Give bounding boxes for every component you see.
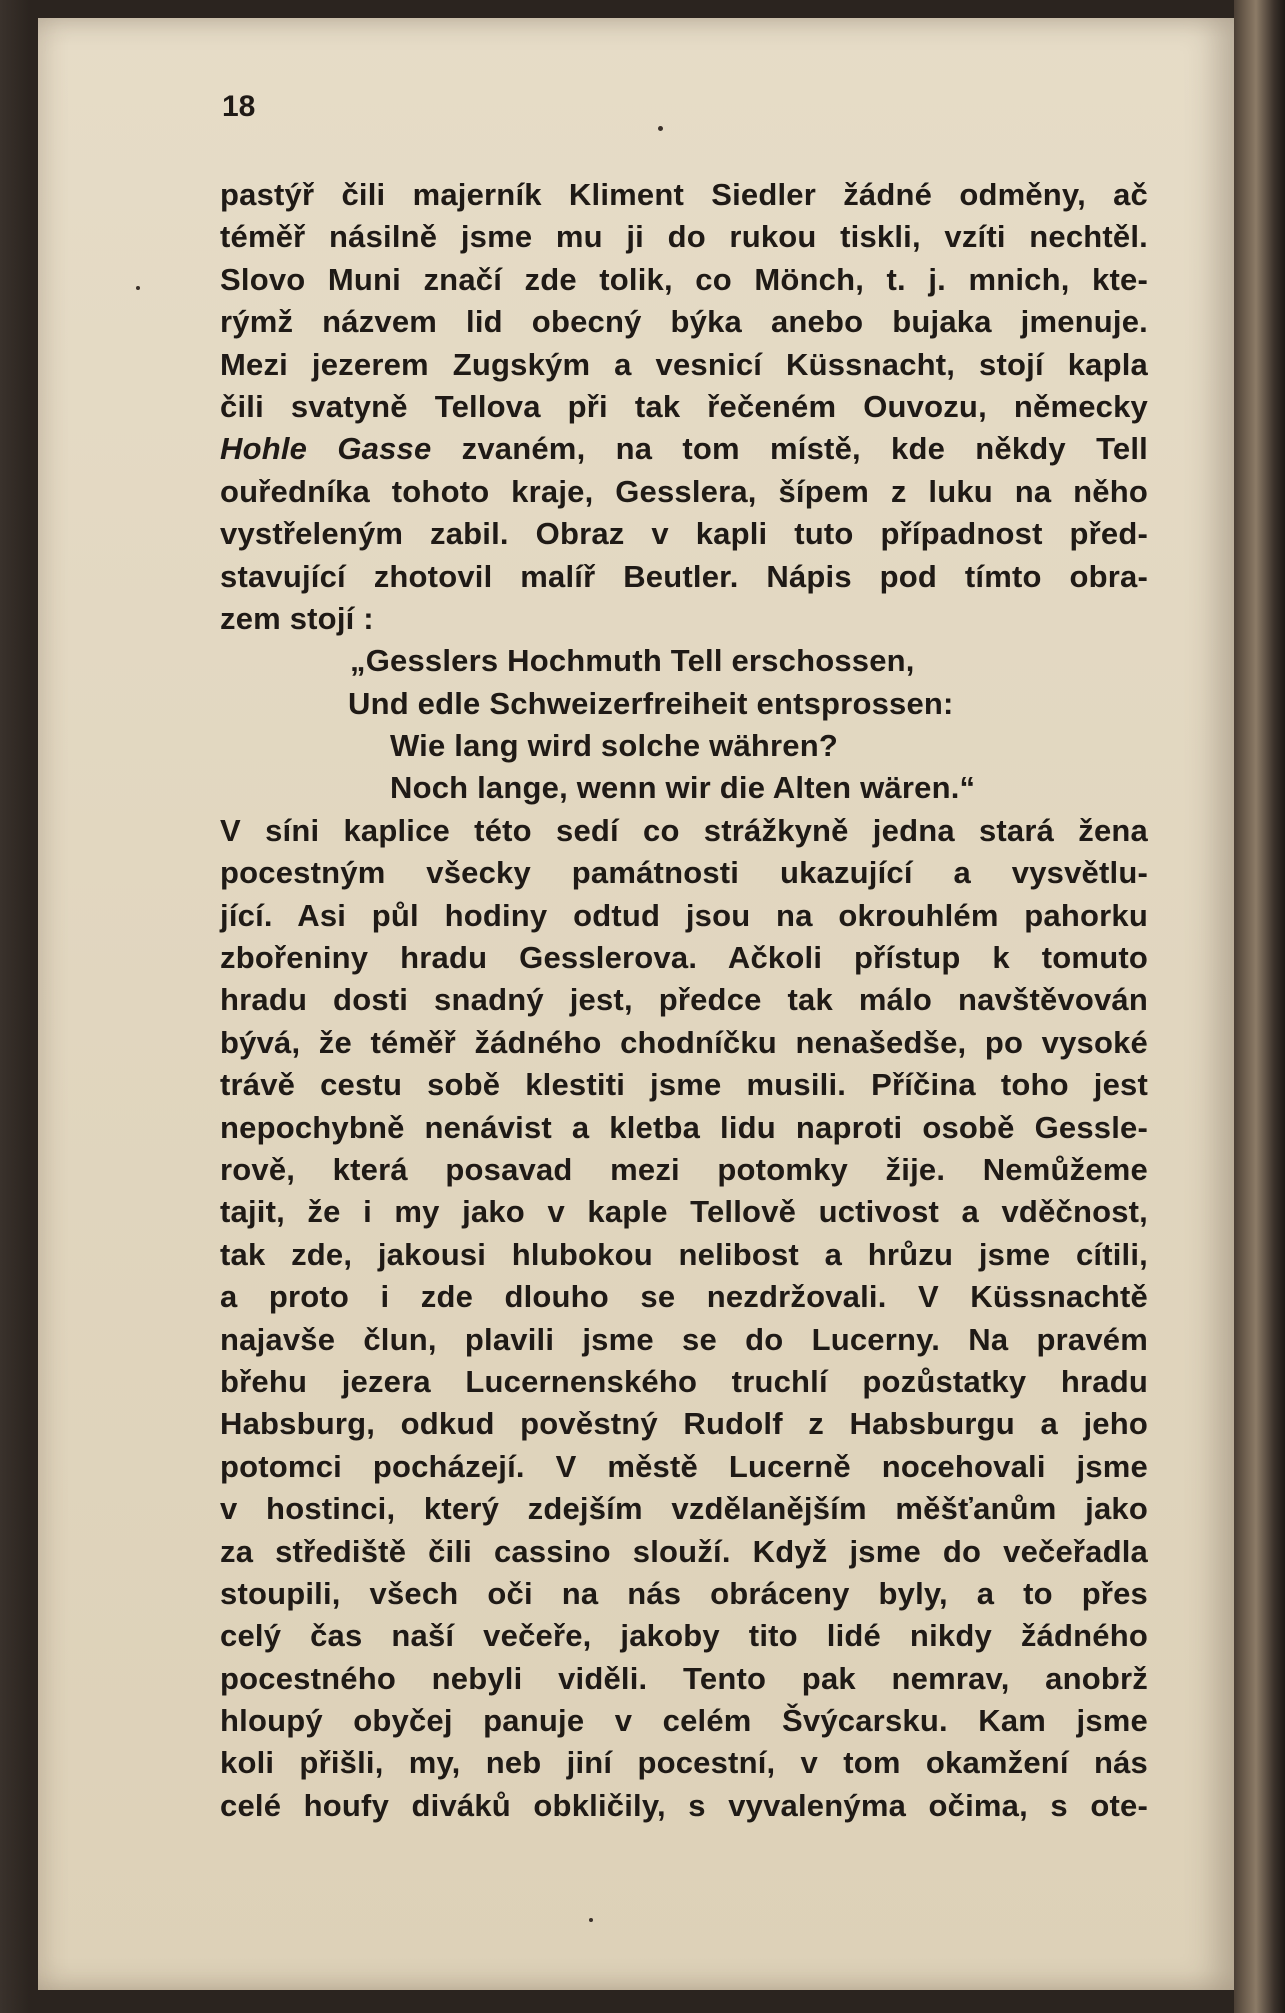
text-line: pocestného nebyli viděli. Tento pak nemrav, anobrž (220, 1660, 1148, 1696)
text-line: vystřeleným zabil. Obraz v kapli tuto případnost před- (220, 516, 1148, 552)
ink-speck (136, 286, 140, 290)
poem-line: Wie lang wird solche währen? (390, 728, 839, 764)
text-line: Mezi jezerem Zugským a vesnicí Küssnacht, stojí kapla (220, 346, 1148, 382)
text-line: stavující zhotovil malíř Beutler. Nápis pod tímto obra- (220, 558, 1148, 594)
text-line: tajit, že i my jako v kaple Tellově uctivost a vděčnost, (220, 1194, 1148, 1230)
poem-line: Noch lange, wenn wir die Alten wären.“ (390, 770, 976, 806)
text-line: koli přišli, my, neb jiní pocestní, v tom okamžení nás (220, 1745, 1148, 1781)
text-line: břehu jezera Lucernenského truchlí pozůstatky hradu (220, 1363, 1148, 1399)
text-line: pastýř čili majerník Kliment Siedler žádné odměny, ač (220, 177, 1148, 212)
text-line: čili svatyně Tellova při tak řečeném Ouvozu, německy (220, 388, 1148, 424)
text-line: V síni kaplice této sedí co strážkyně jedna stará žena (220, 812, 1148, 848)
text-line: trávě cestu sobě klestiti jsme musili. Příčina toho jest (220, 1067, 1148, 1103)
text-line-italic: Hohle Gasse zvaném, na tom místě, kde někdy Tell (220, 431, 1148, 467)
body-text (220, 174, 1148, 1827)
text-line: najavše člun, plavili jsme se do Lucerny. Na pravém (220, 1321, 1148, 1357)
text-line: potomci pocházejí. V městě Lucerně nocehovali jsme (220, 1448, 1148, 1484)
text-line: a proto i zde dlouho se nezdržovali. V Küssnachtě (220, 1279, 1148, 1315)
text-line: zem stojí : (220, 600, 374, 636)
text-line: pocestným všecky památnosti ukazující a vysvětlu- (220, 855, 1148, 891)
text-line: hloupý obyčej panuje v celém Švýcarsku. Kam jsme (220, 1703, 1148, 1739)
text-line: ouředníka tohoto kraje, Gesslera, šípem z luku na něho (220, 473, 1148, 509)
page-number: 18 (222, 90, 256, 123)
text-line: celé houfy diváků obkličily, s vyvalenýma očima, s ote- (220, 1787, 1148, 1823)
italic-phrase: Hohle Gasse (220, 431, 432, 467)
text-line: téměř násilně jsme mu ji do rukou tiskli, vzíti nechtěl. (220, 219, 1148, 255)
text-line: celý čas naší večeře, jakoby tito lidé nikdy žádného (220, 1618, 1148, 1654)
text-line: zbořeniny hradu Gesslerova. Ačkoli přístup k tomuto (220, 940, 1148, 976)
text-line: jící. Asi půl hodiny odtud jsou na okrouhlém pahorku (220, 897, 1148, 933)
text-line: Habsburg, odkud pověstný Rudolf z Habsburgu a jeho (220, 1406, 1148, 1442)
ink-speck (658, 126, 663, 131)
text-line: bývá, že téměř žádného chodníčku nenašedše, po vysoké (220, 1024, 1148, 1060)
text-line: v hostinci, který zdejším vzdělanějším měšťanům jako (220, 1491, 1148, 1527)
text-line: Slovo Muni značí zde tolik, co Mönch, t. j. mnich, kte- (220, 261, 1148, 297)
text-line: tak zde, jakousi hlubokou nelibost a hrůzu jsme cítili, (220, 1236, 1148, 1272)
text-line: hradu dosti snadný jest, předce tak málo navštěvován (220, 982, 1148, 1018)
text-line: rově, která posavad mezi potomky žije. Nemůžeme (220, 1151, 1148, 1187)
text-line: rýmž názvem lid obecný býka anebo bujaka jmenuje. (220, 304, 1148, 340)
text-line: stoupili, všech oči na nás obráceny byly, a to přes (220, 1575, 1148, 1611)
ink-speck (589, 1918, 593, 1922)
book-binding (1234, 0, 1285, 2013)
text-line: za střediště čili cassino slouží. Když jsme do večeřadla (220, 1533, 1148, 1569)
poem-line: Und edle Schweizerfreiheit entsprossen: (348, 685, 954, 721)
poem-line: „Gesslers Hochmuth Tell erschossen, (350, 643, 915, 679)
text-line: nepochybně nenávist a kletba lidu naproti osobě Gessle- (220, 1109, 1148, 1145)
